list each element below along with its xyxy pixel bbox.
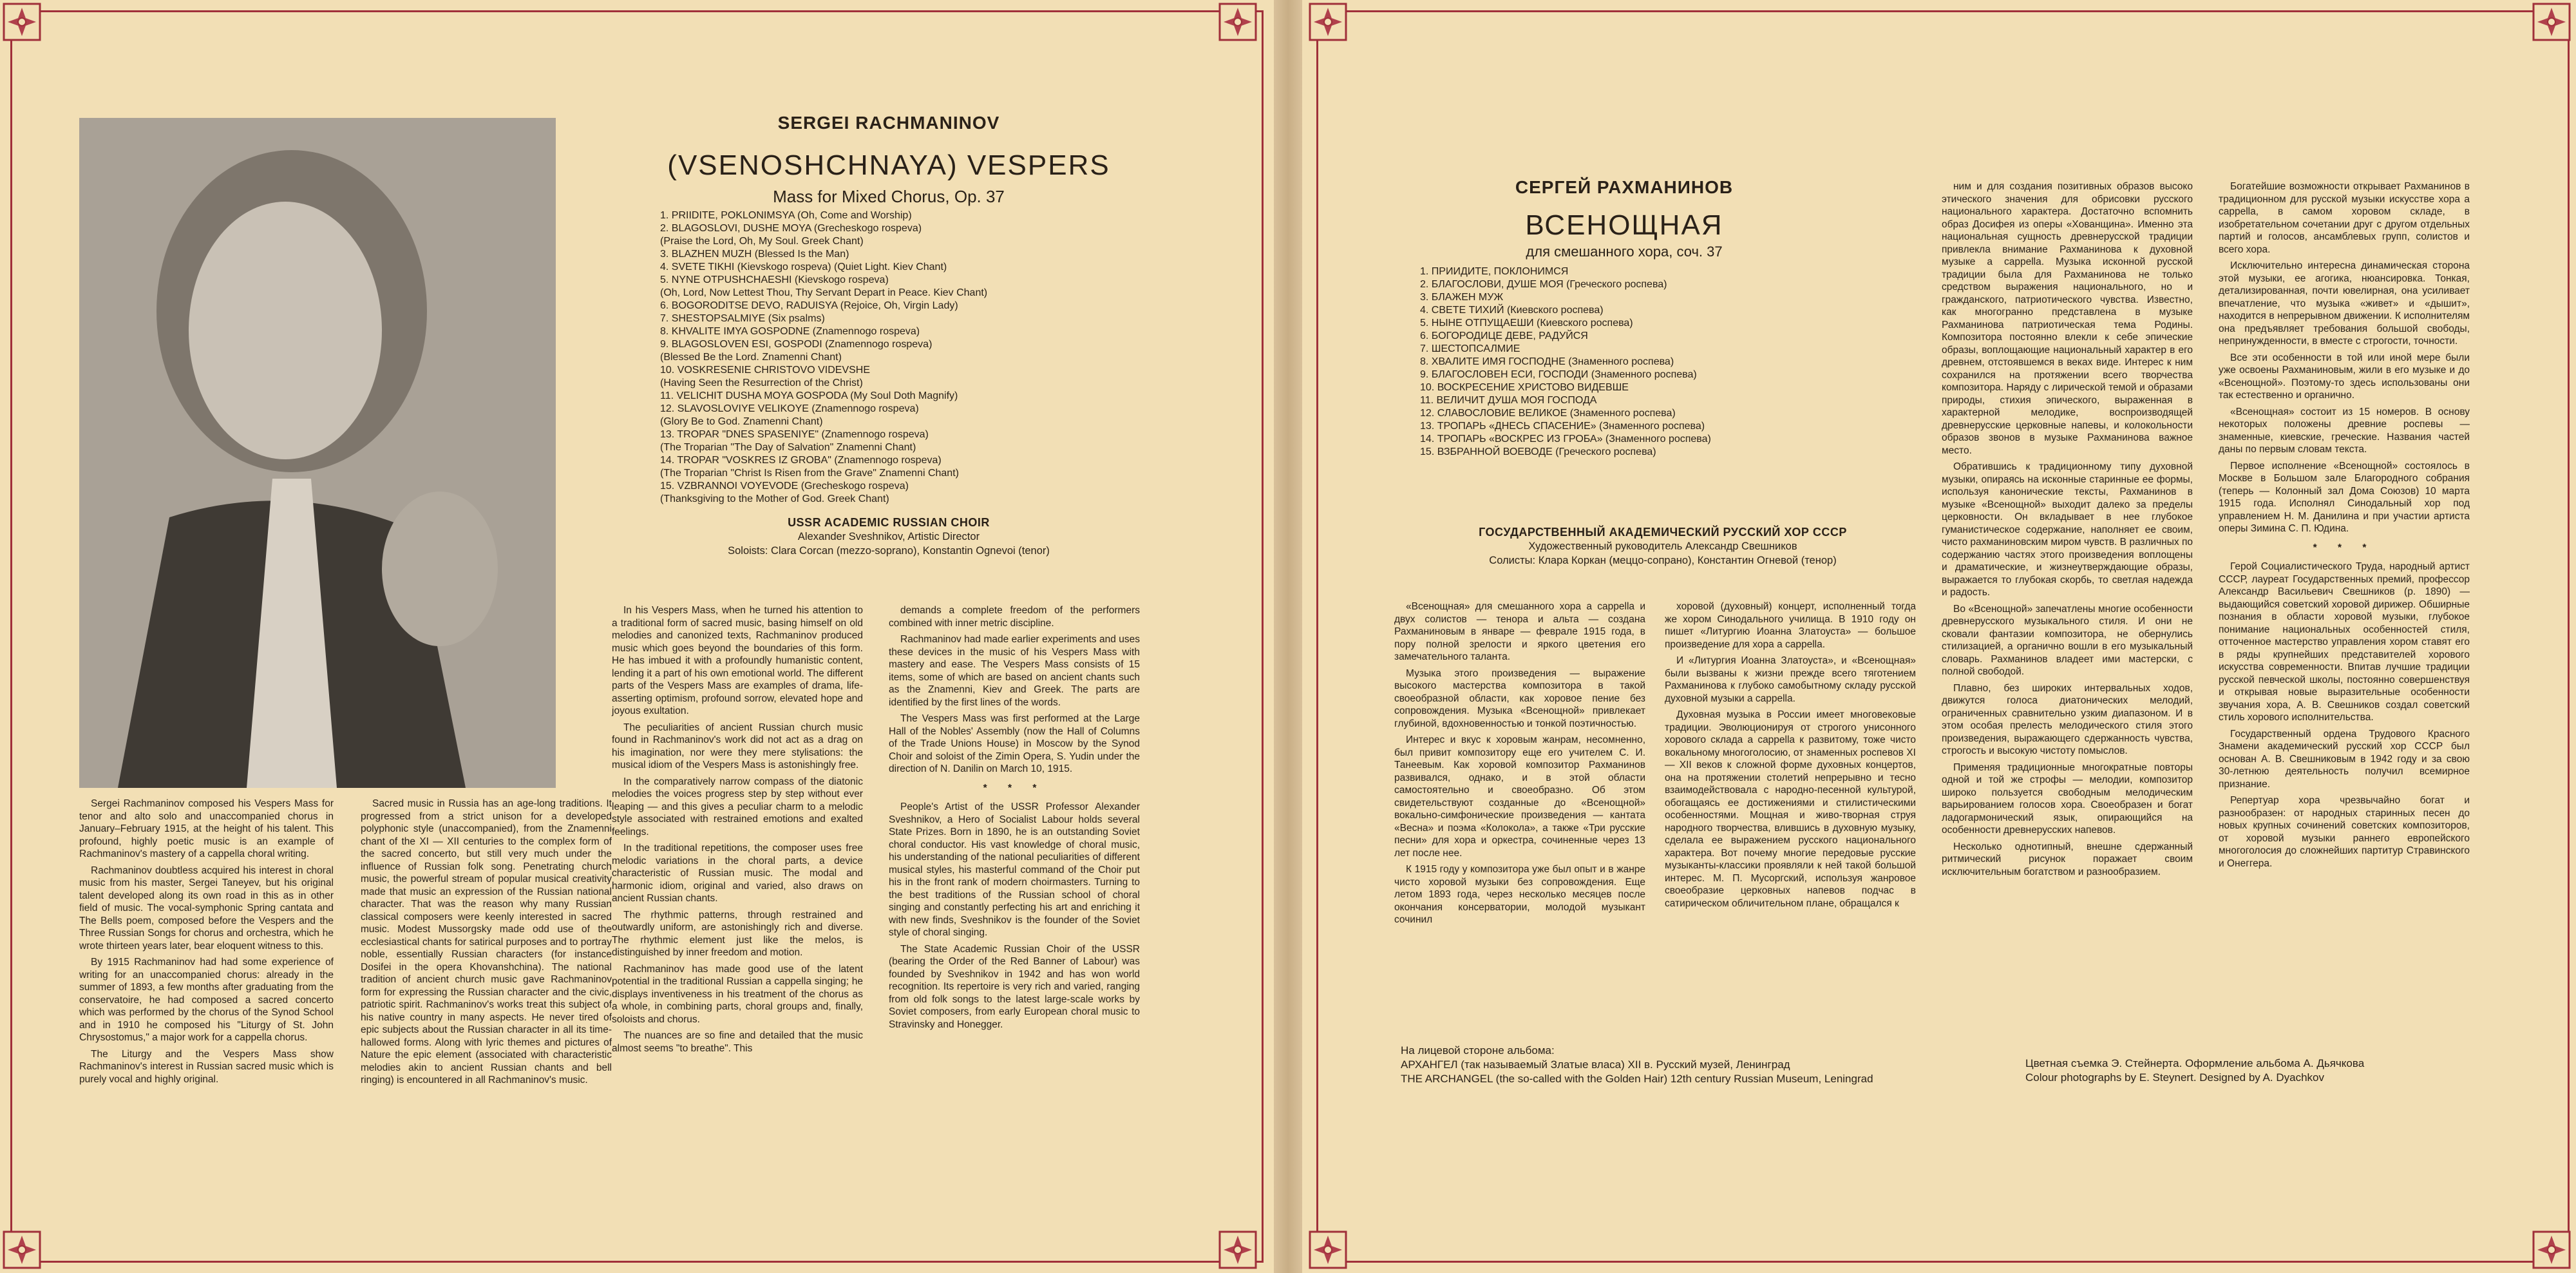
track-item: 12. СЛАВОСЛОВИЕ ВЕЛИКОЕ (Знаменного роспева) bbox=[1420, 408, 1676, 419]
corner-ornament-icon bbox=[1217, 1229, 1258, 1270]
paragraph: In his Vespers Mass, when he turned his attention to a traditional form of sacred music, basing himself on old melodies and canonized texts, Rachmaninov produced music which goes beyond the boundaries of this form. He has imbued it with a profoundly humanistic content, lending it a part of his own emotional world. The different parts of the Vespers Mass are examples of drama, life-asserting optimism, profound sorrow, elevated hope and joyous exultation. bbox=[612, 605, 863, 716]
track-item: 2. БЛАГОСЛОВИ, ДУШЕ МОЯ (Греческого роспева) bbox=[1420, 279, 1667, 290]
track-item: 10. VOSKRESENIE CHRISTOVO VIDEVSHE bbox=[660, 365, 871, 376]
paragraph: In the traditional repetitions, the composer uses free melodic variations in the choral parts, a device characteristic of Russian music. The modal and harmonic idiom, original and varied, also draws on ancient Russian chants. bbox=[612, 843, 863, 904]
track-item: 7. SHESTOPSALMIYE (Six psalms) bbox=[660, 313, 825, 324]
paragraph: Государственный ордена Трудового Красного Знамени академический русский хор СССР был основан А. В. Свешниковым в 1942 году и за свою 30-летнюю деятельность получил всемирное признание. bbox=[2219, 728, 2470, 790]
cover-caption-label: На лицевой стороне альбома: bbox=[1401, 1044, 1555, 1057]
paragraph: Применяя традиционные многократные повторы одной и той же строфы — мелодии, композитор широко пользуется свободным мелодическим варьированием голосов хора. Своеобразен и богат ладогармонический язык, опирающийся на особенности древнерусских напевов. bbox=[1942, 761, 2193, 836]
paragraph: Духовная музыка в России имеет многовековые традиции. Эволюционируя от строгого унисонного хорового склада a cappella к развитому, тоже чисто вокальному многоголосию, от знаменных роспевов XI — XII веков к сложной форме духовных концертов, она на протяжении столетий непрерывно и тесно взаимодействовала с народно-песенной культурой, обогащаясь ее достижениями и стилистическими особенностями. Мощная и живо-творная струя народного творчества, влившись в духовную музыку, сделала ее выражением русского национального характера. Вот почему многие передовые русские музыканты-классики проявляли к ней такой большой интерес. М. П. Мусоргский, используя жанровое своеобразие церковных напевов подчас в сатирическом обличительном плане, обращался к bbox=[1665, 709, 1916, 909]
track-item: 11. ВЕЛИЧИТ ДУША МОЯ ГОСПОДА bbox=[1420, 395, 1597, 406]
composer-name-ru: СЕРГЕЙ РАХМАНИНОВ bbox=[1515, 177, 1734, 197]
paragraph: The nuances are so fine and detailed that the music almost seems "to breathe". This bbox=[612, 1030, 863, 1054]
track-item: (The Troparian "The Day of Salvation" Znamenni Chant) bbox=[660, 442, 916, 453]
paragraph: Rachmaninov doubtless acquired his interest in choral music from his master, Sergei Taneyev, but his original talent developed along its own road in this as in other field of music. The vocal-symphonic Spring cantata and The Bells poem, composed before the Vespers and the Three Russian Songs for chorus and orchestra, which he wrote thirteen years later, bear eloquent witness to this. bbox=[79, 865, 334, 952]
track-item: 4. SVETE TIKHI (Kievskogo rospeva) (Quiet Light. Kiev Chant) bbox=[660, 262, 947, 273]
track-item: (Having Seen the Resurrection of the Christ) bbox=[660, 378, 863, 388]
paragraph: By 1915 Rachmaninov had had some experience of writing for an unaccompanied chorus: already in the summer of 1893, a few months after graduating from the conservatoire, he had composed a sacred concerto which was performed by the chorus of the Synod School and in 1910 he composed his "Liturgy of St. John Chrysostomus," a major work for a cappella chorus. bbox=[79, 957, 334, 1043]
work-subtitle-ru: для смешанного хора, соч. 37 bbox=[1526, 244, 1723, 260]
paragraph: хоровой (духовный) концерт, исполненный тогда же хором Синодального училища. В 1910 году он пишет «Литургию Иоанна Златоуста» — большое произведение для хора a cappella. bbox=[1665, 601, 1916, 650]
paragraph: In the comparatively narrow compass of the diatonic melodies the voices progress step by step without ever leaping — and this gives a peculiar charm to a melodic style associated with restrained emotions and exalted feelings. bbox=[612, 776, 863, 838]
paragraph: The State Academic Russian Choir of the USSR (bearing the Order of the Red Banner of Labour) was founded by Sveshnikov in 1942 and has won world recognition. Its repertoire is very rich and varied, ranging from old folk songs to the latest large-scale works by Soviet composers, from early European choral music to Stravinsky and Honegger. bbox=[889, 943, 1140, 1030]
paragraph: People's Artist of the USSR Professor Alexander Sveshnikov, a Hero of Socialist Labour holds several State Prizes. Born in 1890, he is an outstanding Soviet choral conductor. His vast knowledge of choral music, his understanding of the national peculiarities of different musical styles, his masterful command of the Choir put his in the front rank of modern choirmasters. Turning to the best traditions of the Russian school of choral singing and constantly perfecting his art and enriching it with new finds, Sveshnikov is the founder of the Soviet style of choral singing. bbox=[889, 801, 1140, 938]
soloists-ru: Солисты: Клара Коркан (меццо-сопрано), Константин Огневой (тенор) bbox=[1489, 555, 1837, 566]
text-column-4-bottom bbox=[889, 801, 1140, 1031]
paragraph: Обратившись к традиционному типу духовной музыки, опираясь на исконные старинные ее формы, используя канонические тексты, Рахманинов в музыке «Всенощной» выходит далеко за пределы церковности. Он вкладывает в нее глубокое гуманистическое содержание, наполняет ее своим, чисто рахманиновским миром чувств. В различных по содержанию частях этого произведения воплощены и драматические, и жизнеутверждающие образы, выражается то глубокая скорбь, то светлая надежда и радость. bbox=[1942, 461, 2193, 598]
paragraph: «Всенощная» состоит из 15 номеров. В основу некоторых положены древние роспевы — знаменные, киевские, греческие. Названия частей даны по первым словам текста. bbox=[2219, 406, 2470, 455]
track-item: 9. БЛАГОСЛОВЕН ЕСИ, ГОСПОДИ (Знаменного роспева) bbox=[1420, 369, 1697, 380]
paragraph: Все эти особенности в той или иной мере были уже освоены Рахманиновым, жили в его музыке и до «Всенощной». Поэтому-то здесь использованы они так естественно и органично. bbox=[2219, 352, 2470, 401]
corner-ornament-icon bbox=[2531, 1, 2572, 43]
track-item: 9. BLAGOSLOVEN ESI, GOSPODI (Znamennogo rospeva) bbox=[660, 339, 933, 350]
track-item: 13. ТРОПАРЬ «ДНЕСЬ СПАСЕНИЕ» (Знаменного роспева) bbox=[1420, 421, 1705, 432]
photo-credits bbox=[2025, 1057, 2541, 1085]
track-item: 4. СВЕТЕ ТИХИЙ (Киевского роспева) bbox=[1420, 305, 1604, 316]
text-column-3 bbox=[612, 604, 863, 1058]
corner-ornament-icon bbox=[1307, 1, 1349, 43]
paragraph: Репертуар хора чрезвычайно богат и разнообразен: от народных старинных песен до новых крупных сочинений советских композиторов, от хоровой музыки раннего европейского многоголосия до сложнейших партитур Стравинского и Онеггера. bbox=[2219, 795, 2470, 869]
track-item: 7. ШЕСТОПСАЛМИЕ bbox=[1420, 343, 1520, 354]
paragraph: К 1915 году у композитора уже был опыт и в жанре чисто хоровой музыки без сопровождения. Еще летом 1893 года, через несколько месяцев после окончания консерватории, молодой музыкант сочинил bbox=[1394, 864, 1645, 925]
paragraph: ним и для создания позитивных образов высоко этического значения для обрисовки русского национального характера. Достаточно вспомнить образ Досифея из оперы «Хованщина». Именно эта национальная сущность древнерусской традиции привлекла внимание Рахманинова к духовной музыке a cappella. Музыка исконной русской традиции была для Рахманинова не только средством выражения национального, но и гражданского, патриотического чувства. Известно, как многогранно представлена в музыке Рахманинова патриотическая тема Родины. Композитора постоянно влекли к себе эпические образы, воплощающие национальный характер в его древнем, отстоявшемся в веках виде. Интерес к ним сохранился на протяжении всего творчества композитора. Наряду с лирической темой и образами природы, стихия эпического, выраженная в характерной мелодике, воспроизводящей древнерусские церковные напевы, и колокольности образов звонов в музыке Рахманинова важное место. bbox=[1942, 181, 2193, 456]
paragraph: Исключительно интересна динамическая сторона этой музыки, ее агогика, нюансировка. Тонкая, детализированная, почти ювелирная, она усиливает впечатление, что музыка «живет» и «дышит», находится в непрерывном движении. К исполнителям она предъявляет требования большой свободы, непринужденности, в вместе с строгости, точности. bbox=[2219, 260, 2470, 347]
composer-name: SERGEI RACHMANINOV bbox=[777, 113, 1000, 133]
track-item: (Thanksgiving to the Mother of God. Greek Chant) bbox=[660, 493, 889, 504]
section-separator: * * * bbox=[983, 782, 1046, 794]
track-item: 8. KHVALITE IMYA GOSPODNE (Znamennogo rospeva) bbox=[660, 326, 920, 337]
track-item: 11. VELICHIT DUSHA MOYA GOSPODA (My Soul Doth Magnify) bbox=[660, 390, 958, 401]
track-item: (Praise the Lord, Oh, My Soul. Greek Chant) bbox=[660, 236, 864, 247]
cover-caption bbox=[1401, 1044, 1980, 1086]
track-item: 6. БОГОРОДИЦЕ ДЕВЕ, РАДУЙСЯ bbox=[1420, 330, 1588, 341]
work-title-ru: ВСЕНОЩНАЯ bbox=[1525, 209, 1723, 241]
track-item: 1. PRIIDITE, POKLONIMSYA (Oh, Come and Worship) bbox=[660, 210, 912, 221]
cover-caption-ru: АРХАНГЕЛ (так называемый Златые власа) XII в. Русский музей, Ленинград bbox=[1401, 1058, 1790, 1071]
track-item: 15. ВЗБРАННОЙ ВОЕВОДЕ (Греческого роспева) bbox=[1420, 446, 1656, 457]
text-column-4 bbox=[889, 604, 1140, 1035]
choir-name: USSR ACADEMIC RUSSIAN CHOIR bbox=[788, 516, 990, 529]
right-panel-russian bbox=[1302, 0, 2576, 1273]
paragraph: Богатейшие возможности открывает Рахманинов в традиционном для русской музыки искусстве хора a cappella, в самом хоровом складе, в изобретательном сочетании друг с другом отдельных партий и голосов, ансамблевых групп, солистов и всего хора. bbox=[2219, 181, 2470, 255]
track-item: 8. ХВАЛИТЕ ИМЯ ГОСПОДНЕ (Знаменного роспева) bbox=[1420, 356, 1674, 367]
choir-director: Alexander Sveshnikov, Artistic Director bbox=[797, 531, 980, 542]
track-item: 10. ВОСКРЕСЕНИЕ ХРИСТОВО ВИДЕВШЕ bbox=[1420, 382, 1629, 393]
soloists: Soloists: Clara Corcan (mezzo-soprano), Konstantin Ognevoi (tenor) bbox=[728, 545, 1050, 557]
corner-ornament-icon bbox=[1217, 1, 1258, 43]
paragraph: Sergei Rachmaninov composed his Vespers Mass for tenor and alto solo and unaccompanied chorus in January–February 1915, at the height of his talent. This profound, highly poetic music is an example of Rachmaninov's mastery of a cappella choral writing. bbox=[79, 798, 334, 859]
performers-block-ru bbox=[1341, 525, 1985, 568]
track-list bbox=[660, 209, 1240, 506]
track-list-ru bbox=[1420, 265, 1935, 459]
paragraph: The Vespers Mass was first performed at the Large Hall of the Nobles' Assembly (now the Hall of Columns of the Trade Unions House) in Moscow by the Synod Choir and soloist of the Zimin Opera, S. Yudin under the direction of N. Danilin on March 10, 1915. bbox=[889, 713, 1140, 774]
text-column-1-ru bbox=[1394, 600, 1645, 930]
text-column-2-ru bbox=[1665, 600, 1916, 914]
track-item: 13. TROPAR "DNES SPASENIYE" (Znamennogo rospeva) bbox=[660, 429, 929, 440]
track-item: (Blessed Be the Lord. Znamenni Chant) bbox=[660, 352, 842, 363]
text-column-1 bbox=[79, 798, 334, 1089]
track-item: 1. ПРИИДИТЕ, ПОКЛОНИМСЯ bbox=[1420, 266, 1569, 277]
text-column-2 bbox=[361, 798, 612, 1091]
track-item: 5. NYNE OTPUSHCHAESHI (Kievskogo rospeva) bbox=[660, 274, 889, 285]
track-item: 6. BOGORODITSE DEVO, RADUISYA (Rejoice, Oh, Virgin Lady) bbox=[660, 300, 958, 311]
paragraph: Rachmaninov has made good use of the latent potential in the traditional Russian a cappella singing; he displays inventiveness in his treatment of the chorus as a whole, in combining parts, choral groups and, finally, soloists and chorus. bbox=[612, 963, 863, 1025]
paragraph: Во «Всенощной» запечатлены многие особенности древнерусского музыкального стиля. И они не сковали фантазии композитора, не обернулись стилизацией, а органично вошли в его музыкальный словарь. Рахманинов владеет ими мастерски, с полной свободой. bbox=[1942, 603, 2193, 677]
track-item: 14. TROPAR "VOSKRES IZ GROBA" (Znamennogo rospeva) bbox=[660, 455, 942, 466]
paragraph: Интерес и вкус к хоровым жанрам, несомненно, был привит композитору еще его учителем С. И. Танеевым. Как хоровой композитор Рахманинов развивался, однако, и в этой области самостоятельно и своеобразно. Об этом свидетельствуют созданные до «Всенощной» вокально-симфонические произведения — кантата «Весна» и поэма «Колокола», а также «Три русские песни» для хора и оркестра, сочиненные через 13 лет после нее. bbox=[1394, 734, 1645, 859]
track-item: 12. SLAVOSLOVIYE VELIKOYE (Znamennogo rospeva) bbox=[660, 403, 919, 414]
track-item: 2. BLAGOSLOVI, DUSHE MOYA (Grecheskogo rospeva) bbox=[660, 223, 922, 234]
track-item: 3. БЛАЖЕН МУЖ bbox=[1420, 292, 1504, 303]
corner-ornament-icon bbox=[1, 1, 43, 43]
text-column-4-top-ru bbox=[2219, 180, 2470, 535]
corner-ornament-icon bbox=[2531, 1229, 2572, 1270]
composer-portrait-photo bbox=[79, 118, 556, 788]
work-title: (VSENOSHCHNAYA) VESPERS bbox=[667, 149, 1110, 181]
section-separator-ru: * * * bbox=[2313, 542, 2376, 553]
text-column-4-top bbox=[889, 604, 1140, 776]
paragraph: demands a complete freedom of the performers combined with inner metric discipline. bbox=[889, 605, 1140, 629]
performers-block bbox=[599, 515, 1179, 558]
paragraph: Sacred music in Russia has an age-long traditions. It progressed from a strict unison for a developed polyphonic style (unaccompanied), from the Znamenni chant of the XI — XII centuries to the complex form of the sacred concerto, but still very much under the influence of Russian folk song. Penetrating church music, the powerful stream of popular musical creativity made that music an expression of the Russian national character. That was the reason why many Russian classical composers were keenly interested in sacred music. Modest Mussorgsky made odd use of the ecclesiastical chants for satirical purposes and to portray noble, essentially Russian characters (for instance Dosifei in the opera Khovanshchina). The national tradition of ancient church music gave Rachmaninov form for expressing the Russian character and the civic, patriotic spirit. Rachmaninov's works treat this subject of his native country in many aspects. He never tired of epic subjects about the Russian character in all its time-hallowed forms. Along with lyric themes and pictures of Nature the epic element (associated with characteristic melodies akin to ancient Russian chants and bell ringing) is encountered in all Rachmaninov's music. bbox=[361, 798, 612, 1086]
paragraph: И «Литургия Иоанна Златоуста», и «Всенощная» были вызваны к жизни прежде всего тяготением Рахманинова к глубоко самобытному складу русской духовной музыки a cappella. bbox=[1665, 655, 1916, 704]
track-item: 14. ТРОПАРЬ «ВОСКРЕС ИЗ ГРОБА» (Знаменного роспева) bbox=[1420, 434, 1711, 445]
work-subtitle: Mass for Mixed Chorus, Op. 37 bbox=[773, 187, 1005, 206]
paragraph: Герой Социалистического Труда, народный артист СССР, лауреат Государственных премий, профессор Александр Васильевич Свешников (р. 1890) — выдающийся советский хоровой дирижер. Обширные познания в области хоровой музыки, глубокое понимание национальных особенностей стиля, отточенное мастерство управления хором ставят его в ряды крупнейших представителей хорового искусства современности. Впитав лучшие традиции русской певческой школы, постоянно совершенствуя и открывая новые выразительные особенности звучания хора, А. В. Свешников создал советский стиль хорового исполнительства. bbox=[2219, 561, 2470, 723]
text-column-3-ru bbox=[1942, 180, 2193, 882]
corner-ornament-icon bbox=[1, 1229, 43, 1270]
track-item: 3. BLAZHEN MUZH (Blessed Is the Man) bbox=[660, 249, 849, 260]
track-item: (Glory Be to God. Znamenni Chant) bbox=[660, 416, 823, 427]
paragraph: Музыка этого произведения — выражение высокого мастерства композитора в такой своеобразной области, как хоровое пение без сопровождения. Музыка «Всенощной» привлекает глубиной, вдохновенностью и тонкой поэтичностью. bbox=[1394, 667, 1645, 729]
paragraph: «Всенощная» для смешанного хора a cappella и двух солистов — тенора и альта — создана Рахманиновым в январе — феврале 1915 года, в пору полной зрелости и яркого цветения его замечательного таланта. bbox=[1394, 601, 1645, 662]
paragraph: Первое исполнение «Всенощной» состоялось в Москве в Большом зале Благородного собрания (теперь — Колонный зал Дома Союзов) 10 марта 1915 года. Исполнял Синодальный хор под управлением Н. М. Данилина и при участии артиста оперы Зимина С. П. Юдина. bbox=[2219, 460, 2470, 534]
track-item: (Oh, Lord, Now Lettest Thou, Thy Servant Depart in Peace. Kiev Chant) bbox=[660, 287, 988, 298]
left-panel-english bbox=[0, 0, 1274, 1273]
album-spine bbox=[1274, 0, 1302, 1273]
photo-credits-ru: Цветная съемка Э. Стейнерта. Оформление альбома А. Дьячкова bbox=[2025, 1057, 2365, 1069]
cover-caption-en: THE ARCHANGEL (the so-called with the Golden Hair) 12th century Russian Museum, Leningrad bbox=[1401, 1073, 1873, 1085]
paragraph: The peculiarities of ancient Russian church music found in Rachmaninov's work did not act as a drag on his imagination, nor were they mere stylisations: the musical idiom of the Vespers Mass is astonishingly free. bbox=[612, 722, 863, 770]
paragraph: The rhythmic patterns, through restrained and outwardly uniform, are astonishingly rich and diverse. The rhythmic element just like the melos, is distinguished by inner freedom and motion. bbox=[612, 909, 863, 958]
choir-director-ru: Художественный руководитель Александр Свешников bbox=[1528, 541, 1797, 552]
text-column-4-ru bbox=[2219, 180, 2470, 874]
corner-ornament-icon bbox=[1307, 1229, 1349, 1270]
paragraph: Rachmaninov had made earlier experiments and uses these devices in the music of his Vespers Mass with mastery and ease. The Vespers Mass consists of 15 items, some of which are based on ancient chants such as the Znamenni, Kiev and Greek. The parts are identified by the first lines of the words. bbox=[889, 634, 1140, 708]
paragraph: The Liturgy and the Vespers Mass show Rachmaninov's interest in Russian sacred music which is purely vocal and highly original. bbox=[79, 1048, 334, 1085]
photo-credits-en: Colour photographs by E. Steynert. Designed by A. Dyachkov bbox=[2025, 1071, 2324, 1084]
track-item: 15. VZBRANNOI VOYEVODE (Grecheskogo rospeva) bbox=[660, 481, 909, 492]
choir-name-ru: ГОСУДАРСТВЕННЫЙ АКАДЕМИЧЕСКИЙ РУССКИЙ ХОР СССР bbox=[1479, 526, 1847, 539]
track-item: (The Troparian "Christ Is Risen from the Grave" Znamenni Chant) bbox=[660, 468, 959, 479]
paragraph: Несколько однотипный, внешне сдержанный ритмический рисунок поражает своим исключительным богатством и разнообразием. bbox=[1942, 841, 2193, 877]
track-item: 5. НЫНЕ ОТПУЩАЕШИ (Киевского роспева) bbox=[1420, 318, 1633, 329]
text-column-4-bottom-ru bbox=[2219, 560, 2470, 870]
paragraph: Плавно, без широких интервальных ходов, движутся голоса диатонических мелодий, ограниченных сравнительно узким диапазоном. И в этом особая прелесть мелодического стиля этого произведения, выражающего сдержанность чувства, строгость и высокую чистоту помыслов. bbox=[1942, 682, 2193, 756]
